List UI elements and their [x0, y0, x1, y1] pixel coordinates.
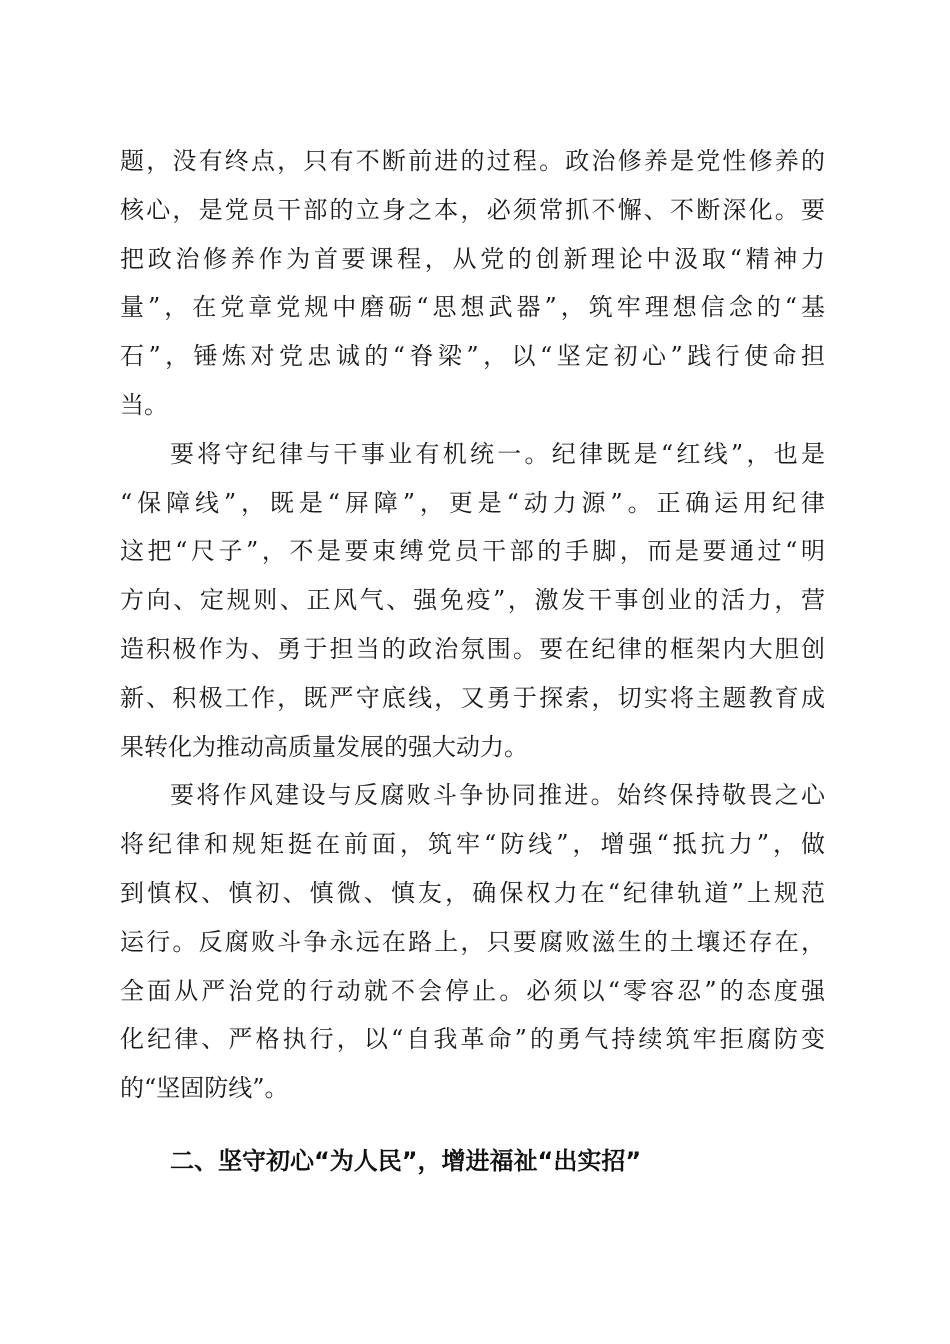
paragraph-line: 当。 [120, 390, 168, 419]
paragraph-line: 果转化为推动高质量发展的强大动力。 [120, 732, 528, 761]
paragraph-line: 造积极作为、勇于担当的政治氛围。要在纪律的框架内大胆创 [120, 634, 825, 663]
paragraph-line: 石”，锤炼对党忠诚的“脊梁”，以“坚定初心”践行使命担 [120, 342, 825, 371]
paragraph-line: 量”，在党章党规中磨砺“思想武器”，筑牢理想信念的“基 [120, 293, 825, 322]
paragraph [120, 430, 825, 772]
paragraph-line: 化纪律、严格执行，以“自我革命”的勇气持续筑牢拒腐防变 [120, 1025, 825, 1054]
paragraph-line: 要将作风建设与反腐败斗争协同推进。始终保持敬畏之心 [170, 781, 825, 810]
paragraph-line: 核心，是党员干部的立身之本，必须常抓不懈、不断深化。要 [120, 195, 825, 224]
paragraph-line: 到慎权、慎初、慎微、慎友，确保权力在“纪律轨道”上规范 [120, 878, 825, 907]
paragraph-line: 将纪律和规矩挺在前面，筑牢“防线”，增强“抵抗力”，做 [120, 830, 825, 859]
paragraph-line: 全面从严治党的行动就不会停止。必须以“零容忍”的态度强 [120, 976, 825, 1005]
paragraph-line: 新、积极工作，既严守底线，又勇于探索，切实将主题教育成 [120, 683, 825, 712]
section-heading: 二、坚守初心“为人民”，增进福祉“出实招” [170, 1147, 642, 1175]
paragraph-line: 把政治修养作为首要课程，从党的创新理论中汲取“精神力 [120, 244, 825, 273]
body-text [120, 137, 825, 1113]
paragraph-line: 的“坚固防线”。 [120, 1074, 289, 1103]
paragraph-line: 要将守纪律与干事业有机统一。纪律既是“红线”，也是 [170, 439, 825, 468]
paragraph-line: 题，没有终点，只有不断前进的过程。政治修养是党性修养的 [120, 147, 825, 175]
paragraph-line: 运行。反腐败斗争永远在路上，只要腐败滋生的土壤还存在， [120, 927, 825, 956]
paragraph-line: 这把“尺子”，不是要束缚党员干部的手脚，而是要通过“明 [120, 537, 825, 566]
paragraph-line: 方向、定规则、正风气、强免疫”，激发干事创业的活力，营 [120, 586, 825, 615]
paragraph-line: “保障线”，既是“屏障”，更是“动力源”。正确运用纪律 [120, 488, 825, 517]
paragraph [120, 771, 825, 1113]
paragraph [120, 137, 825, 430]
